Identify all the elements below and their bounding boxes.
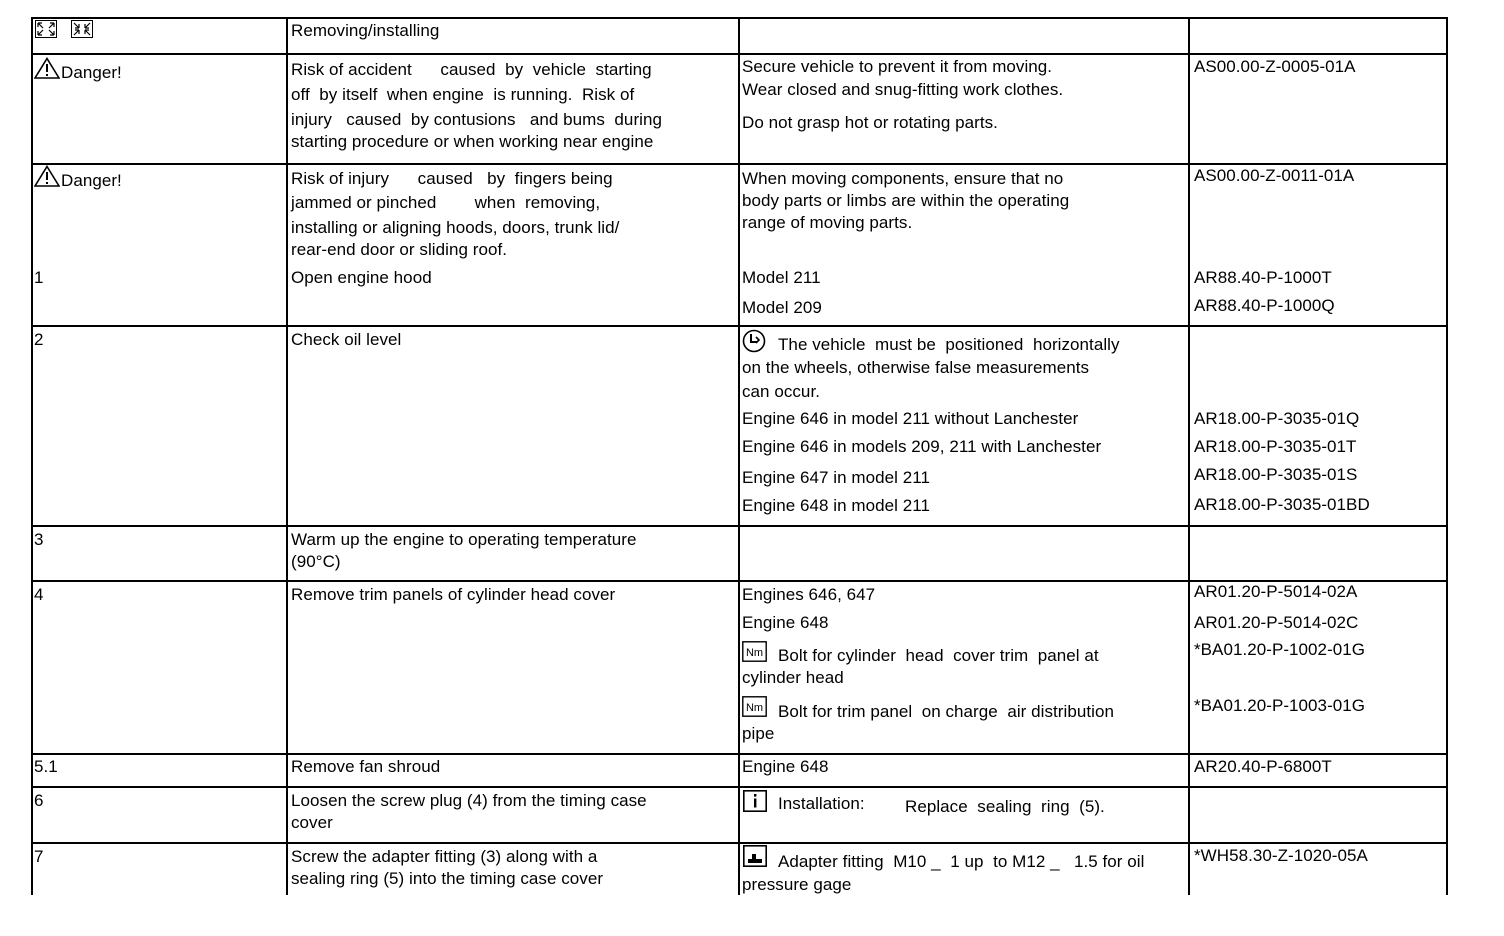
reference-code: AR18.00-P-3035-01T xyxy=(1194,437,1357,456)
row-divider xyxy=(31,753,1448,755)
step-number: 7 xyxy=(34,847,44,866)
table-border-right xyxy=(1446,17,1448,895)
row-divider xyxy=(31,17,1448,19)
note-text-line: The vehicle must be positioned horizontally xyxy=(778,335,1120,354)
nm-torque-icon xyxy=(742,641,767,662)
step-number: 6 xyxy=(34,791,44,810)
torque-text-line: Bolt for cylinder head cover trim panel at xyxy=(778,646,1099,665)
step-action-line: Screw the adapter fitting (3) along with a xyxy=(291,847,598,866)
danger-label: Danger! xyxy=(61,63,122,82)
note-text-line: on the wheels, otherwise false measurements xyxy=(742,358,1090,377)
column-divider-2 xyxy=(738,17,740,895)
clock-info-icon xyxy=(742,329,766,353)
step-number: 2 xyxy=(34,330,44,349)
condition-text: Engine 648 xyxy=(742,757,829,776)
step-number: 1 xyxy=(34,268,44,287)
reference-code: *BA01.20-P-1003-01G xyxy=(1194,696,1366,715)
tool-text-line: Adapter fitting M10 _ 1 up to M12 _ 1.5 for oil xyxy=(778,852,1145,871)
condition-text: Engine 648 in model 211 xyxy=(742,496,930,515)
condition-text: Engine 646 in model 211 without Lanchester xyxy=(742,409,1079,428)
reference-code: AR88.40-P-1000Q xyxy=(1194,296,1335,315)
step-action: Check oil level xyxy=(291,330,402,349)
reference-code: AR18.00-P-3035-01BD xyxy=(1194,495,1370,514)
note-text-line: can occur. xyxy=(742,382,820,401)
row-divider xyxy=(31,325,1448,327)
measure-text-line: When moving components, ensure that no xyxy=(742,169,1064,188)
expand-arrows-icon xyxy=(71,20,93,38)
risk-text-line: injury caused by contusions and bums during xyxy=(291,110,662,129)
reference-code: AR01.20-P-5014-02C xyxy=(1194,613,1359,632)
step-number: 4 xyxy=(34,585,44,604)
measure-text-line: Secure vehicle to prevent it from moving. xyxy=(742,57,1053,76)
step-number: 3 xyxy=(34,530,44,549)
column-divider-3 xyxy=(1188,17,1190,895)
step-action-line: cover xyxy=(291,813,333,832)
step-action: Remove trim panels of cylinder head cover xyxy=(291,585,616,604)
svg-text:Nm: Nm xyxy=(745,702,764,714)
row-divider xyxy=(31,786,1448,788)
measure-text-line: Wear closed and snug-fitting work clothes. xyxy=(742,80,1064,99)
step-action-line: Loosen the screw plug (4) from the timing case xyxy=(291,791,647,810)
column-divider-1 xyxy=(286,17,288,895)
risk-text-line: starting procedure or when working near engine xyxy=(291,132,654,151)
reference-code: AR88.40-P-1000T xyxy=(1194,268,1332,287)
measure-text-line: body parts or limbs are within the operating xyxy=(742,191,1070,210)
reference-code: AS00.00-Z-0011-01A xyxy=(1194,166,1355,185)
torque-text-line: pipe xyxy=(742,724,775,743)
table-border-left xyxy=(31,17,33,895)
step-action-line: (90°C) xyxy=(291,552,341,571)
risk-text-line: installing or aligning hoods, doors, trunk lid/ xyxy=(291,218,620,237)
measure-text-line: Do not grasp hot or rotating parts. xyxy=(742,113,998,132)
step-action: Remove fan shroud xyxy=(291,757,441,776)
warning-triangle-icon xyxy=(34,165,60,187)
svg-text:Nm: Nm xyxy=(745,647,764,659)
row-divider xyxy=(31,842,1448,844)
danger-label: Danger! xyxy=(61,171,122,190)
reference-code: AR18.00-P-3035-01Q xyxy=(1194,409,1360,428)
row-divider xyxy=(31,525,1448,527)
risk-text-line: Risk of accident caused by vehicle starting xyxy=(291,60,652,79)
torque-text-line: cylinder head xyxy=(742,668,844,687)
condition-text: Model 209 xyxy=(742,298,822,317)
condition-text: Engine 646 in models 209, 211 with Lanchester xyxy=(742,437,1102,456)
torque-text-line: Bolt for trim panel on charge air distribution xyxy=(778,702,1114,721)
step-action-line: Warm up the engine to operating temperature xyxy=(291,530,637,549)
measure-text-line: range of moving parts. xyxy=(742,213,913,232)
risk-text-line: rear-end door or sliding roof. xyxy=(291,240,508,259)
condition-text: Engine 647 in model 211 xyxy=(742,468,930,487)
reference-code: AR18.00-P-3035-01S xyxy=(1194,465,1358,484)
section-title: Removing/installing xyxy=(291,21,440,40)
reference-code: AS00.00-Z-0005-01A xyxy=(1194,57,1356,76)
nm-torque-icon xyxy=(742,696,767,717)
risk-text-line: Risk of injury caused by fingers being xyxy=(291,169,613,188)
risk-text-line: off by itself when engine is running. Risk of xyxy=(291,85,635,104)
step-action: Open engine hood xyxy=(291,268,432,287)
special-tool-icon xyxy=(743,845,767,867)
warning-triangle-icon xyxy=(34,57,60,79)
info-i-icon xyxy=(743,790,767,812)
step-number: 5.1 xyxy=(34,757,58,776)
risk-text-line: jammed or pinched when removing, xyxy=(291,193,601,212)
reference-code: *BA01.20-P-1002-01G xyxy=(1194,640,1366,659)
condition-text: Engines 646, 647 xyxy=(742,585,876,604)
condition-text: Engine 648 xyxy=(742,613,829,632)
row-divider xyxy=(31,53,1448,55)
installation-label: Installation: xyxy=(778,794,865,813)
condition-text: Model 211 xyxy=(742,268,821,287)
reference-code: AR01.20-P-5014-02A xyxy=(1194,582,1358,601)
reference-code: *WH58.30-Z-1020-05A xyxy=(1194,846,1368,865)
tool-text-line: pressure gage xyxy=(742,875,852,894)
installation-text: Replace sealing ring (5). xyxy=(905,797,1105,816)
reference-code: AR20.40-P-6800T xyxy=(1194,757,1332,776)
step-action-line: sealing ring (5) into the timing case cover xyxy=(291,869,604,888)
expand-arrows-icon xyxy=(35,20,57,38)
